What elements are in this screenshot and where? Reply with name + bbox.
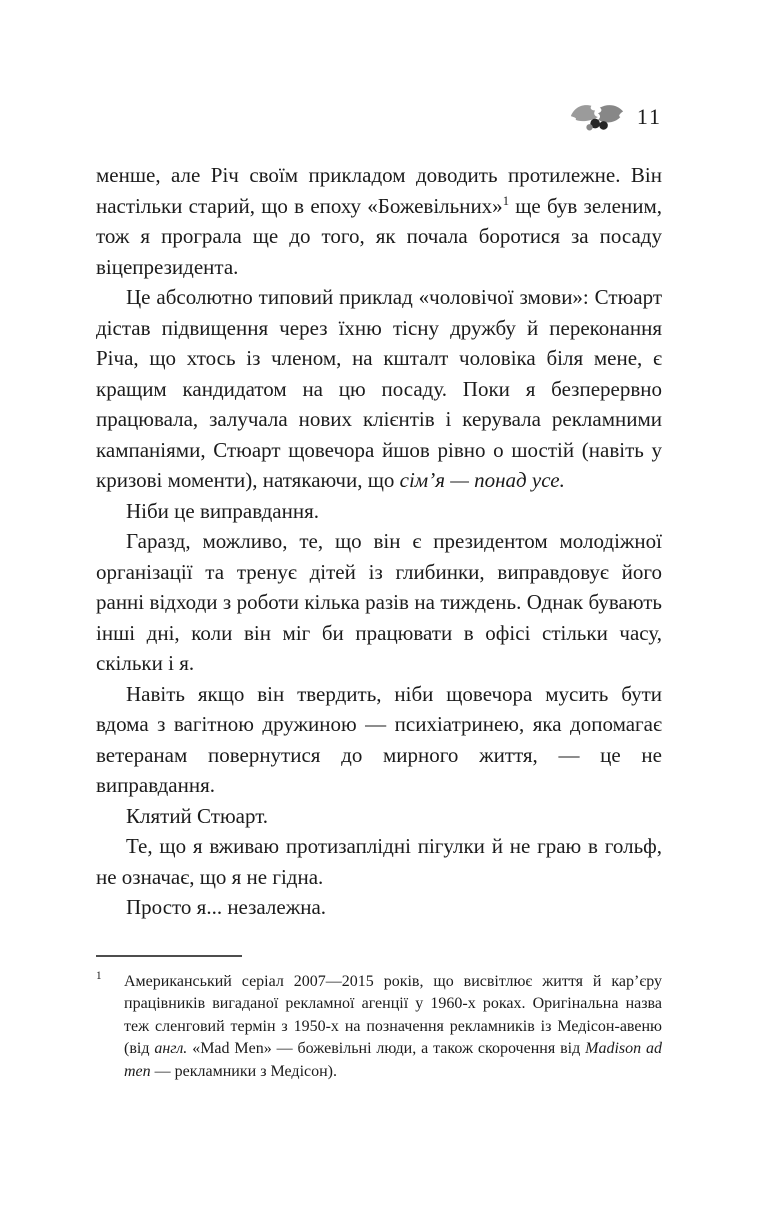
text-segment: Американський серіал 2007—2015 років, що висвітлює життя й кар’єру працівників вигаданої рекламної агенції у 1960-х роках. Оригінальна назва теж сленговий термін з 1950-х на позначення рекламників із Медісон-авеню (від [124,972,662,1057]
text-segment: ще був зеленим, тож я програла ще до того, як почала боротися за посаду віцепрезидента. [96,193,662,279]
body-text [96,160,662,923]
holly-icon [569,100,625,134]
footnote [96,971,662,1084]
text-segment: «Mad Men» — божевільні люди, а також скорочення від [187,1040,586,1057]
text-segment: сім’я — понад усе. [399,468,565,492]
text-segment: — рекламники з Медісон). [150,1062,338,1080]
text-segment: Ніби це виправдання. [126,498,319,523]
paragraph [96,526,662,679]
footnote-separator [96,955,242,957]
text-segment: Просто я... незалежна. [126,895,327,919]
text-segment: Клятий Стюарт. [126,803,269,828]
text-segment: Це абсолютно типовий приклад «чоловічої змови»: Стюарт дістав підвищення через їхню тісну дружбу й переконання Річа, що хтось із членом, на кшталт чоловіка біля мене, є кращим кандидатом на цю посаду. Поки я безперервно працювала, залучала нових клієнтів і керувала рекламними кампаніями, Стюарт щовечора йшов рівно о шостій (навіть у кризові моменти), натякаючи, що [96,285,662,492]
paragraph [96,496,662,527]
paragraph [96,831,662,892]
text-segment: Те, що я вживаю протизаплідні пігулки й не граю в гольф, не означає, що я не гідна. [96,834,662,889]
paragraph [96,679,662,801]
page-header [96,98,662,136]
text-segment: менше, але Річ своїм прикладом доводить протилежне. Він настільки старий, що в епоху «Божевільних» [96,163,662,218]
text-segment: Madison ad men [124,1040,662,1080]
page-number: 11 [636,104,662,129]
text-segment: Навіть якщо він твердить, ніби щовечора мусить бути вдома з вагітною дружиною — психіатринею, яка допомагає ветеранам повернутися до мирного життя, — це не виправдання. [96,681,662,797]
footnote-paragraph: $^1$ Американський серіал 2007—2015 років, що висвітлює життя й кар’єру працівників вигаданої рекламної агенції у 1960-х роках. Оригінальна назва теж сленговий термін з 1950-х на позначення рекламників із Медісон-авеню (від англ. «Mad Men» — божевільні люди, а також скорочення від Madison ad men — рекламники з Медісон). [96,970,662,1080]
paragraph [96,160,662,282]
paragraph [96,801,662,832]
text-segment: англ. [154,1040,188,1057]
text-segment: Гаразд, можливо, те, що він є президентом молодіжної організації та тренує дітей із глибинки, виправдовує його ранні відходи з роботи кілька разів на тиждень. Однак бувають інші дні, коли він міг би працювати в офісі стільки часу, скільки і я. [96,529,662,675]
paragraph [96,282,662,496]
footnote-marker: 1 [502,193,509,208]
paragraph [96,892,662,923]
